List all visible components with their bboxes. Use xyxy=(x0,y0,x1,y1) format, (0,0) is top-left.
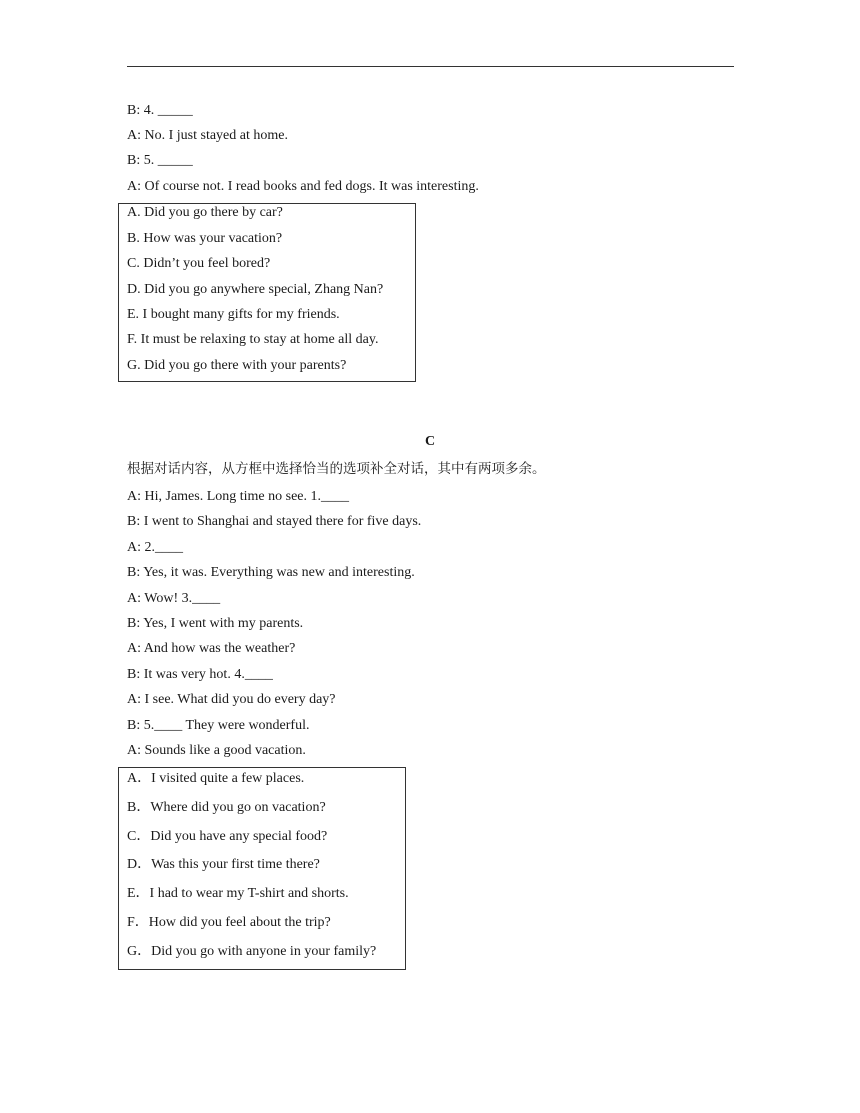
dialogue-line: B: 5.____ They were wonderful. xyxy=(127,718,310,733)
dialogue-line-b5: B: 5. _____ xyxy=(127,153,193,168)
option-b-g: G. Did you go there with your parents? xyxy=(127,358,347,373)
option-c-c: C．Did you have any special food? xyxy=(127,829,328,844)
section-heading-c: C xyxy=(424,434,436,449)
option-c-b: B．Where did you go on vacation? xyxy=(127,800,326,815)
dialogue-line-b4: B: 4. _____ xyxy=(127,103,193,118)
dialogue-line: B: It was very hot. 4.____ xyxy=(127,667,273,682)
header-rule xyxy=(127,66,734,67)
dialogue-line: B: Yes, I went with my parents. xyxy=(127,616,304,631)
dialogue-line: A: Sounds like a good vacation. xyxy=(127,743,306,758)
option-c-a: A．I visited quite a few places. xyxy=(127,771,305,786)
option-b-c: C. Didn’t you feel bored? xyxy=(127,256,271,271)
options-box-c xyxy=(118,767,406,970)
option-b-f: F. It must be relaxing to stay at home all day. xyxy=(127,332,379,347)
option-b-b: B. How was your vacation? xyxy=(127,231,283,246)
option-c-e: E．I had to wear my T-shirt and shorts. xyxy=(127,886,349,901)
dialogue-line-a-stayed-home: A: No. I just stayed at home. xyxy=(127,128,288,143)
dialogue-line: A: 2.____ xyxy=(127,540,183,555)
section-c-instruction: 根据对话内容，从方框中选择恰当的选项补全对话，其中有两项多余。 xyxy=(127,461,546,477)
dialogue-line: A: And how was the weather? xyxy=(127,641,296,656)
dialogue-line: B: Yes, it was. Everything was new and interesting. xyxy=(127,565,415,580)
option-c-g: G．Did you go with anyone in your family? xyxy=(127,944,377,959)
dialogue-line: A: Wow! 3.____ xyxy=(127,591,221,606)
dialogue-line: A: I see. What did you do every day? xyxy=(127,692,336,707)
option-c-d: D．Was this your first time there? xyxy=(127,857,320,872)
options-box-b xyxy=(118,203,416,382)
option-b-a: A. Did you go there by car? xyxy=(127,205,283,220)
option-b-d: D. Did you go anywhere special, Zhang Nan? xyxy=(127,282,384,297)
dialogue-line: B: I went to Shanghai and stayed there for five days. xyxy=(127,514,422,529)
dialogue-line: A: Hi, James. Long time no see. 1.____ xyxy=(127,489,350,504)
option-c-f: F．How did you feel about the trip? xyxy=(127,915,331,930)
dialogue-line-a-read-books: A: Of course not. I read books and fed dogs. It was interesting. xyxy=(127,179,479,194)
option-b-e: E. I bought many gifts for my friends. xyxy=(127,307,340,322)
